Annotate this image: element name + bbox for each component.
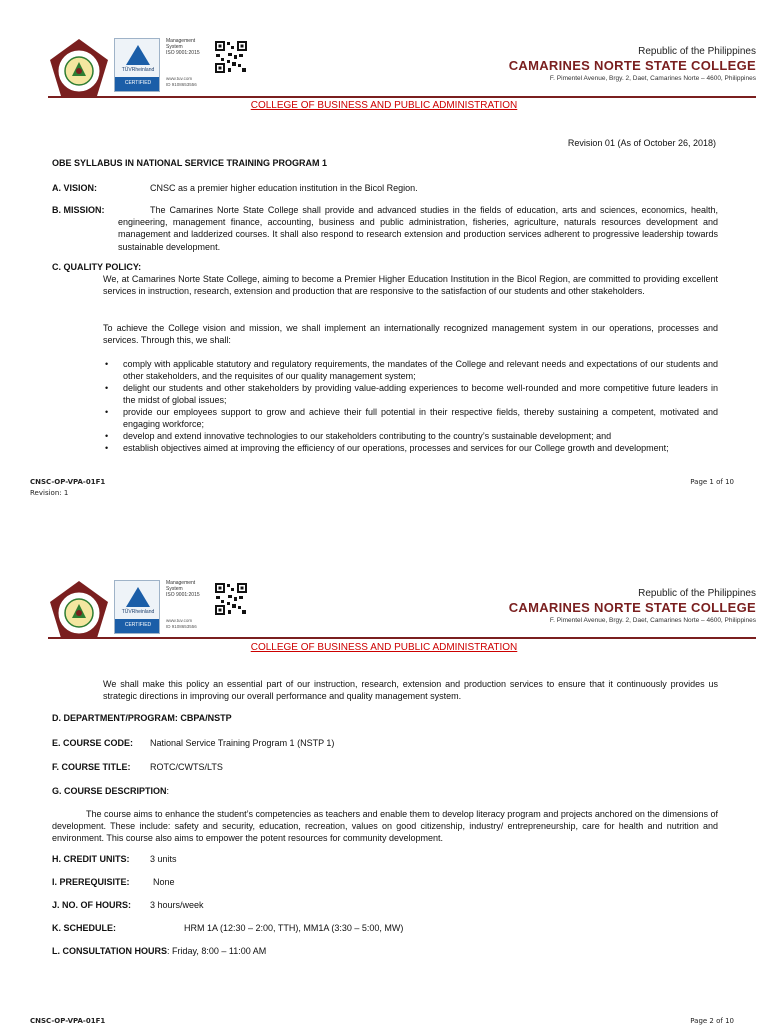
policy-bullet-list — [103, 358, 718, 454]
page-header — [48, 36, 756, 100]
cert-url: www.tuv.com — [166, 618, 193, 623]
iso-certification-badge — [114, 580, 254, 636]
quality-policy-text: We shall make this policy an essential part of our instruction, research, extension and production services to ensure that it continuously provides us strategic directions in improving our overall performance and quality management system. — [103, 679, 718, 702]
tuv-logo — [114, 580, 160, 634]
tuv-label: TÜVRheinland — [121, 67, 155, 73]
course-description-heading — [52, 785, 169, 797]
cert-line: ISO 9001:2015 — [166, 50, 200, 56]
vision-label: A. VISION: — [52, 183, 98, 193]
course-code-value: National Service Training Program 1 (NSTP 1) — [150, 738, 335, 748]
cert-url: www.tuv.com — [166, 76, 193, 81]
quality-policy-text: We, at Camarines Norte State College, aiming to become a Premier Higher Education Institution in the Bicol Region, are committed to providing excellent services in instruction, research, extension and production that are responsive to the satisfaction of our students and other stakeholders. — [103, 274, 718, 297]
cert-text — [166, 580, 214, 598]
course-title-value: ROTC/CWTS/LTS — [150, 762, 223, 772]
list-item: • delight our students and other stakeholders by providing value-adding experiences to become well-rounded and more competitive future leaders in the midst of global issues; — [103, 382, 718, 406]
tuv-logo — [114, 38, 160, 92]
course-description-colon: : — [166, 786, 170, 796]
header-divider — [48, 96, 756, 98]
footer-doc-code: CNSC-OP-VPA-01F1 — [30, 478, 106, 486]
qr-code-icon — [214, 40, 248, 74]
hours-value: 3 hours/week — [150, 900, 204, 910]
cert-line: System — [166, 586, 183, 592]
course-title-label: F. COURSE TITLE: — [52, 762, 131, 772]
republic-label: Republic of the Philippines — [638, 588, 756, 599]
college-address: F. Pimentel Avenue, Brgy. 2, Daet, Camarines Norte – 4600, Philippines — [549, 617, 756, 624]
certified-label: CERTIFIED — [124, 80, 152, 86]
page-number: Page 2 of 10 — [690, 1017, 734, 1025]
cert-id: ID 9108653556 — [166, 81, 197, 87]
iso-certification-badge — [114, 38, 254, 94]
cert-web — [166, 618, 214, 629]
cert-web — [166, 76, 214, 87]
certified-label: CERTIFIED — [124, 622, 152, 628]
quality-policy-label: C. QUALITY POLICY: — [52, 262, 142, 272]
list-item: • comply with applicable statutory and regulatory requirements, the mandates of the College and relevant needs and expectations of our students and other stakeholders, and the requisites of our quality management system; — [103, 358, 718, 382]
schedule-value: HRM 1A (12:30 – 2:00, TTH), MM1A (3:30 – 5:00, MW) — [184, 923, 404, 933]
hours-label: J. NO. OF HOURS: — [52, 900, 132, 910]
consultation-hours-value: : Friday, 8:00 – 11:00 AM — [167, 946, 267, 956]
list-item: • establish objectives aimed at improving the efficiency of our operations, processes and services for our College growth and development; — [103, 442, 718, 454]
cert-line: Management — [166, 580, 196, 586]
college-seal-logo — [48, 38, 110, 100]
footer-revision: Revision: 1 — [30, 489, 69, 497]
course-code-label: E. COURSE CODE: — [52, 738, 134, 748]
cert-line: System — [166, 44, 183, 50]
tuv-label: TÜVRheinland — [121, 609, 155, 615]
footer-doc-code: CNSC-OP-VPA-01F1 — [30, 1017, 106, 1025]
college-seal-logo — [48, 580, 110, 642]
document-title: OBE SYLLABUS IN NATIONAL SERVICE TRAINING PROGRAM 1 — [52, 158, 328, 168]
page-number: Page 1 of 10 — [690, 478, 734, 486]
mission-label: B. MISSION: — [52, 205, 105, 215]
college-address: F. Pimentel Avenue, Brgy. 2, Daet, Camarines Norte – 4600, Philippines — [549, 75, 756, 82]
quality-policy-text: To achieve the College vision and mission, we shall implement an internationally recognized management system in our operations, processes and services. Through this, we shall: — [103, 323, 718, 346]
course-description-label: G. COURSE DESCRIPTION — [52, 786, 167, 796]
header-divider — [48, 637, 756, 639]
cert-line: ISO 9001:2015 — [166, 592, 200, 598]
mission-text: The Camarines Norte State College shall provide and advanced studies in the fields of education, arts and sciences, economics, health, engineering, management finance, accounting, business and public administration, fisheries, agriculture, naturals resources development and management and ladderized courses. It shall also respond to research extension and production services adherent to progressive leadership towards sustainable development. — [118, 205, 718, 252]
cert-text — [166, 38, 214, 56]
credit-units-label: H. CREDIT UNITS: — [52, 854, 130, 864]
cert-line: Management — [166, 38, 196, 44]
list-item: • provide our employees support to grow and achieve their full potential in their respective fields, thereby sustaining a competent, motivated and engaging workforce; — [103, 406, 718, 430]
vision-text: CNSC as a premier higher education institution in the Bicol Region. — [150, 183, 418, 193]
college-name: CAMARINES NORTE STATE COLLEGE — [508, 58, 756, 73]
qr-code-icon — [214, 582, 248, 616]
consultation-hours — [52, 945, 266, 957]
course-description-text: The course aims to enhance the student’s competencies as teachers and enable them to develop literacy program and projects anchored on the dimensions of development. These include: safety and security, education, recreation, values on good citizenship, industry/ entrepreneurship, care for health and nutrition and environment. This course also aims to empower the potent resources for community development. — [52, 809, 718, 844]
republic-label: Republic of the Philippines — [638, 46, 756, 57]
prerequisite-value: None — [153, 877, 175, 887]
department-title: COLLEGE OF BUSINESS AND PUBLIC ADMINISTRATION — [250, 100, 518, 111]
prerequisite-label: I. PREREQUISITE: — [52, 877, 130, 887]
college-name: CAMARINES NORTE STATE COLLEGE — [508, 600, 756, 615]
revision-label: Revision 01 (As of October 26, 2018) — [567, 138, 716, 148]
consultation-hours-label: L. CONSULTATION HOURS — [52, 946, 167, 956]
page-header — [48, 578, 756, 642]
document-page-2 — [0, 540, 768, 1024]
department-title: COLLEGE OF BUSINESS AND PUBLIC ADMINISTRATION — [250, 642, 518, 653]
cert-id: ID 9108653556 — [166, 623, 197, 629]
schedule-label: K. SCHEDULE: — [52, 923, 117, 933]
credit-units-value: 3 units — [150, 854, 177, 864]
list-item: • develop and extend innovative technologies to our stakeholders contributing to the country’s sustainable development; and — [103, 430, 718, 442]
department-program-label: D. DEPARTMENT/PROGRAM: CBPA/NSTP — [52, 713, 232, 723]
